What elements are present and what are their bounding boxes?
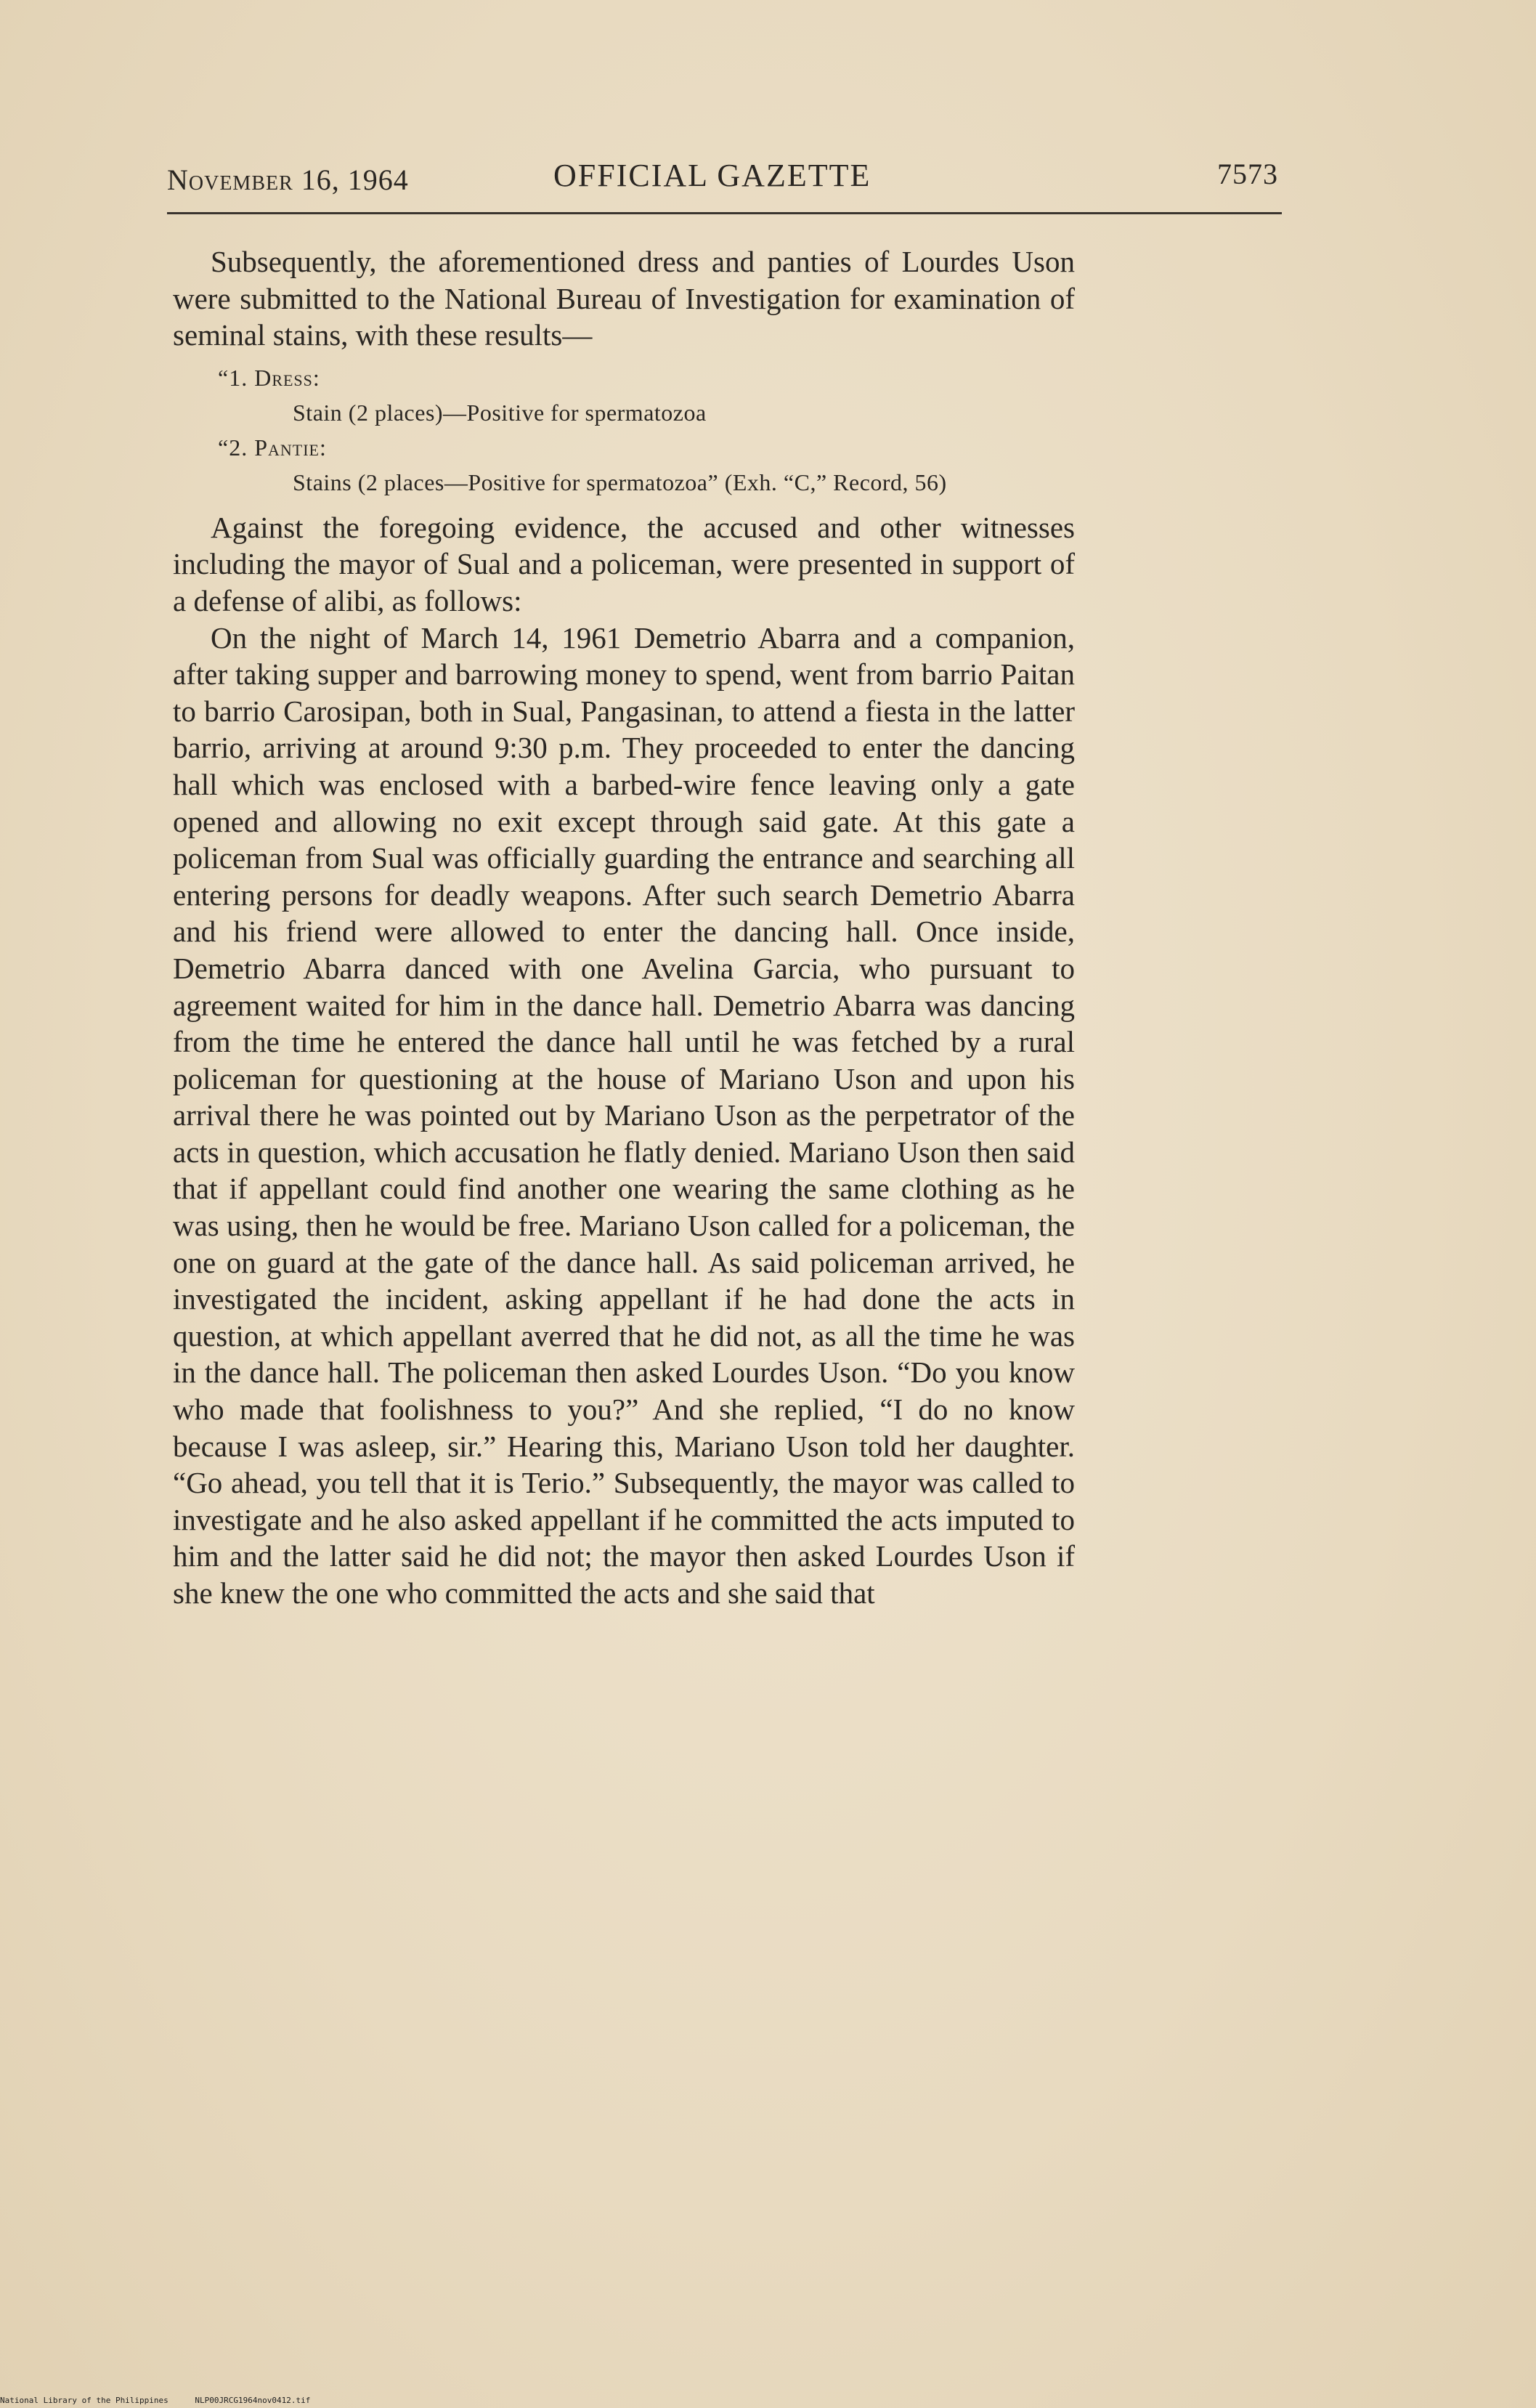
header-rule: [167, 212, 1282, 214]
article-body: [173, 243, 1075, 1612]
header-page-number: 7573: [1217, 158, 1278, 190]
footer-library: National Library of the Philippines: [0, 2396, 168, 2405]
footer-filename: NLP00JRCG1964nov0412.tif: [195, 2396, 311, 2405]
list-item-pantie-detail: Stains (2 places—Positive for spermatozoa” (Exh. “C,” Record, 56): [293, 469, 947, 495]
page-header: [167, 154, 1278, 205]
list-item-dress-label: “1. Dress:: [218, 364, 320, 391]
list-item-pantie-label: “2. Pantie:: [218, 434, 327, 461]
paragraph-nbi-results: Subsequently, the aforementioned dress and panties of Lourdes Uson were submitted to the National Bureau of Investigation for examination of seminal stains, with these results—: [173, 245, 1075, 352]
paragraph-defense-alibi: Against the foregoing evidence, the accused and other witnesses including the mayor of Sual and a policeman, were presented in support of a defense of alibi, as follows:: [173, 510, 1075, 617]
scan-footer: [0, 2396, 332, 2405]
header-title: OFFICIAL GAZETTE: [553, 158, 871, 193]
header-date: November 16, 1964: [167, 163, 409, 196]
paragraph-night-of-march: On the night of March 14, 1961 Demetrio Abarra and a companion, after taking supper and barrowing money to spend, went from barrio Paitan to barrio Carosipan, both in Sual, Pangasinan, to attend a fiesta in the latter barrio, arriving at around 9:30 p.m. They proceeded to enter the dancing hall which was enclosed with a barbed-wire fence leaving only a gate opened and allowing no exit except through said gate. At this gate a policeman from Sual was officially guarding the entrance and searching all entering persons for deadly weapons. After such search Demetrio Abarra and his friend were allowed to enter the dancing hall. Once inside, Demetrio Abarra danced with one Avelina Garcia, who pursuant to agreement waited for him in the dance hall. Demetrio Abarra was dancing from the time he entered the dance hall until he was fetched by a rural policeman for questioning at the house of Mariano Uson and upon his arrival there he was pointed out by Mariano Uson as the perpetrator of the acts in question, which accusation he flatly denied. Mariano Uson then said that if appellant could find another one wearing the same clothing as he was using, then he would be free. Mariano Uson called for a policeman, the one on guard at the gate of the dance hall. As said policeman arrived, he investigated the incident, asking appellant if he had done the acts in question, at which appellant averred that he did not, as all the time he was in the dance hall. The policeman then asked Lourdes Uson. “Do you know who made that foolishness to you?” And she replied, “I do no know because I was asleep, sir.” Hearing this, Mariano Uson told her daughter. “Go ahead, you tell that it is Terio.” Subsequently, the mayor was called to investigate and he also asked appellant if he committed the acts imputed to him and the latter said he did not; the mayor then asked Lourdes Uson if she knew the one who committed the acts and she said that: [173, 620, 1075, 1610]
list-item-dress-detail: Stain (2 places)—Positive for spermatozoa: [293, 399, 707, 426]
